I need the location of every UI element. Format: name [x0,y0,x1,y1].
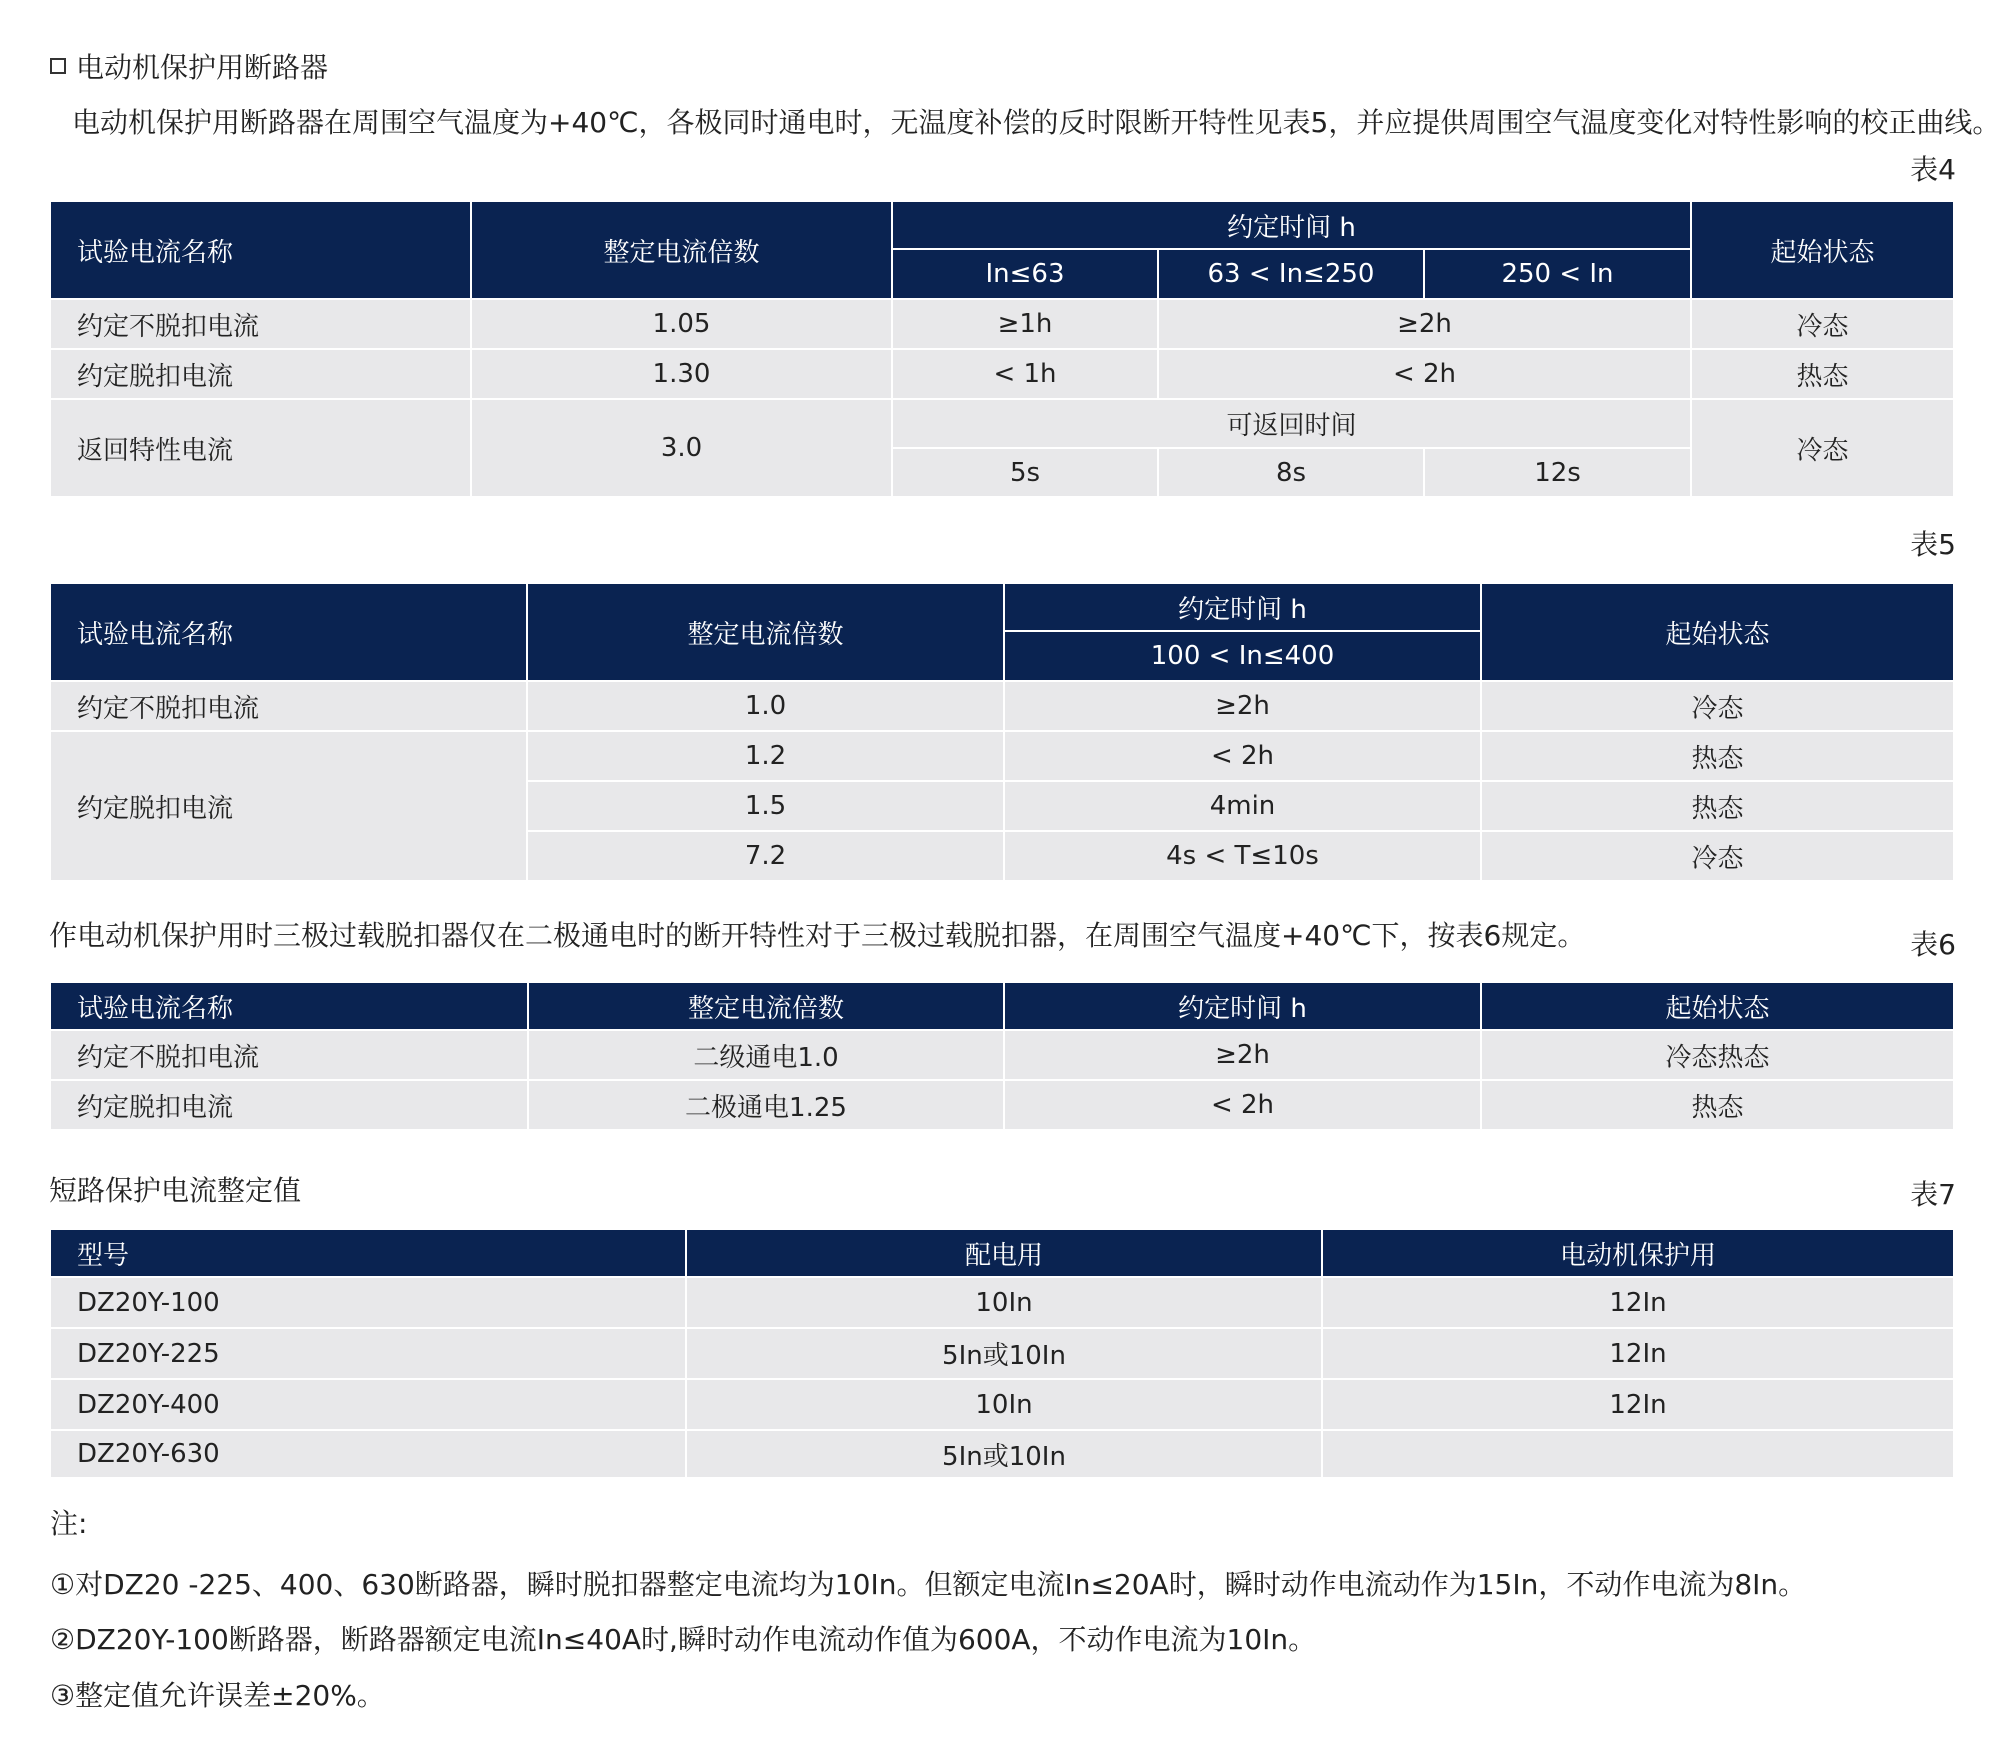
table5-cell-name: 约定脱扣电流 [50,731,527,881]
table7-cell-distribution: 10In [686,1379,1322,1430]
table5-cell-name: 约定不脱扣电流 [50,681,527,731]
table-row [50,299,1954,349]
table4-header-time-sub: 250 < In [1424,249,1691,299]
table7-cell-distribution: 10In [686,1277,1322,1328]
table6-cell-name: 约定脱扣电流 [50,1080,528,1130]
note-item: ③整定值允许误差±20%。 [50,1679,385,1712]
table6-header-multiple: 整定电流倍数 [528,982,1004,1030]
table6-cell-time: < 2h [1004,1080,1481,1130]
table7-cell-motor [1322,1430,1954,1478]
table5-cell-multiple: 1.0 [527,681,1004,731]
table7-cell-model: DZ20Y-630 [50,1430,686,1478]
table7-header-motor: 电动机保护用 [1322,1229,1954,1277]
table5-cell-time: ≥2h [1004,681,1481,731]
table5-cell-state: 冷态 [1481,831,1954,881]
table6-cell-time: ≥2h [1004,1030,1481,1080]
table7-cell-distribution: 5In或10In [686,1328,1322,1379]
table7-cell-motor: 12In [1322,1277,1954,1328]
note-item: ①对DZ20 -225、400、630断路器，瞬时脱扣器整定电流均为10In。但额定电流In≤20A时，瞬时动作电流动作为15In，不动作电流为8In。 [50,1568,1807,1601]
table5-cell-time: 4min [1004,781,1481,831]
intro-paragraph: 电动机保护用断路器在周围空气温度为+40℃，各极同时通电时，无温度补偿的反时限断开特性见表5，并应提供周围空气温度变化对特性影响的校正曲线。 [72,106,2000,139]
table6-intro-paragraph: 作电动机保护用时三极过载脱扣器仅在二极通电时的断开特性对于三极过载脱扣器，在周围空气温度+40℃下，按表6规定。 [49,919,1586,952]
section-heading [50,48,328,88]
table4-cell-multiple: 1.30 [471,349,892,399]
table4-cell-time: < 2h [1158,349,1691,399]
table7-header-distribution: 配电用 [686,1229,1322,1277]
table4-header-time-sub: In≤63 [892,249,1158,299]
table4-header-state: 起始状态 [1691,201,1954,299]
table4-cell-name: 约定脱扣电流 [50,349,471,399]
table4-header-name: 试验电流名称 [50,201,471,299]
table-row [50,681,1954,731]
table7-header-model: 型号 [50,1229,686,1277]
table4-cell-name: 约定不脱扣电流 [50,299,471,349]
table6-cell-name: 约定不脱扣电流 [50,1030,528,1080]
table6 [49,981,1955,1131]
table4-cell-name: 返回特性电流 [50,399,471,497]
table7-cell-model: DZ20Y-400 [50,1379,686,1430]
table-row [50,399,1954,448]
table7 [49,1228,1955,1479]
table6-cell-multiple: 二级通电1.0 [528,1030,1004,1080]
table6-header-name: 试验电流名称 [50,982,528,1030]
section-heading-text: 电动机保护用断路器 [76,51,329,84]
table-row [50,1030,1954,1080]
table5-cell-state: 热态 [1481,731,1954,781]
table5-cell-time: < 2h [1004,731,1481,781]
table5-cell-multiple: 1.5 [527,781,1004,831]
table5-cell-state: 冷态 [1481,681,1954,731]
table-row [50,1379,1954,1430]
table7-cell-model: DZ20Y-100 [50,1277,686,1328]
table7-title: 短路保护电流整定值 [49,1174,302,1207]
table4-cell-state: 冷态 [1691,399,1954,497]
table5-header-time-sub: 100 < In≤400 [1004,631,1481,681]
table4-label: 表4 [1910,153,1956,186]
table4-cell-return-time: 8s [1158,448,1424,497]
table4-header-time: 约定时间 h [892,201,1691,249]
table5 [49,582,1955,882]
table5-header-time: 约定时间 h [1004,583,1481,631]
table4-cell-time: ≥2h [1158,299,1691,349]
table4-header-multiple: 整定电流倍数 [471,201,892,299]
table4-cell-return-time: 5s [892,448,1158,497]
table-row [50,1277,1954,1328]
table5-cell-state: 热态 [1481,781,1954,831]
table4-cell-state: 热态 [1691,349,1954,399]
table5-header-multiple: 整定电流倍数 [527,583,1004,681]
notes-title: 注: [50,1507,88,1540]
table5-cell-multiple: 7.2 [527,831,1004,881]
table6-cell-state: 冷态热态 [1481,1030,1954,1080]
table4-cell-time: ≥1h [892,299,1158,349]
table7-cell-model: DZ20Y-225 [50,1328,686,1379]
table4-cell-multiple: 1.05 [471,299,892,349]
table6-header-state: 起始状态 [1481,982,1954,1030]
table-row [50,1080,1954,1130]
note-item: ②DZ20Y-100断路器，断路器额定电流In≤40A时,瞬时动作电流动作值为600A，不动作电流为10In。 [50,1623,1317,1656]
table4-cell-time: < 1h [892,349,1158,399]
table-row [50,349,1954,399]
table4-cell-return-time-label: 可返回时间 [892,399,1691,448]
table4-cell-return-time: 12s [1424,448,1691,497]
table6-header-time: 约定时间 h [1004,982,1481,1030]
table6-cell-multiple: 二极通电1.25 [528,1080,1004,1130]
table5-header-name: 试验电流名称 [50,583,527,681]
table7-label: 表7 [1910,1178,1956,1211]
table5-cell-time: 4s < T≤10s [1004,831,1481,881]
table7-cell-distribution: 5In或10In [686,1430,1322,1478]
table4-cell-state: 冷态 [1691,299,1954,349]
table-row [50,1328,1954,1379]
table6-cell-state: 热态 [1481,1080,1954,1130]
table5-label: 表5 [1910,528,1956,561]
table7-cell-motor: 12In [1322,1328,1954,1379]
table4 [49,200,1955,498]
table7-cell-motor: 12In [1322,1379,1954,1430]
table4-cell-multiple: 3.0 [471,399,892,497]
table4-header-time-sub: 63 < In≤250 [1158,249,1424,299]
table6-label: 表6 [1910,928,1956,961]
table-row [50,1430,1954,1478]
table5-cell-multiple: 1.2 [527,731,1004,781]
checkbox-square-icon [50,58,66,74]
table5-header-state: 起始状态 [1481,583,1954,681]
table-row [50,731,1954,781]
